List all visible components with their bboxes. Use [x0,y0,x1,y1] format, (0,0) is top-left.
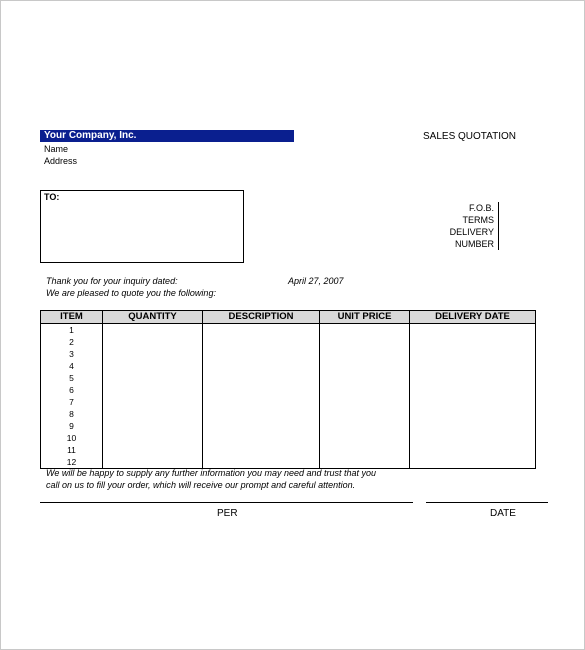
closing-text-line-1: We will be happy to supply any further information you may need and trust that you [46,468,377,478]
description-cell[interactable] [203,432,320,444]
per-label: PER [217,508,238,519]
date-signature-line[interactable] [426,502,548,503]
table-row [41,432,536,444]
delivery-date-cell[interactable] [410,360,536,372]
unit-price-cell[interactable] [320,336,410,348]
table-row [41,360,536,372]
terms-labels [400,202,494,250]
delivery-date-cell[interactable] [410,408,536,420]
quantity-cell[interactable] [103,372,203,384]
item-number: 1 [41,324,103,337]
table-row [41,324,536,337]
delivery-date-cell[interactable] [410,324,536,337]
delivery-date-cell[interactable] [410,396,536,408]
delivery-date-cell[interactable] [410,336,536,348]
item-number: 2 [41,336,103,348]
description-cell[interactable] [203,324,320,337]
table-row [41,348,536,360]
unit-price-cell[interactable] [320,372,410,384]
description-cell[interactable] [203,348,320,360]
unit-price-cell[interactable] [320,408,410,420]
description-cell[interactable] [203,384,320,396]
unit-price-cell[interactable] [320,384,410,396]
table-row [41,420,536,432]
table-row [41,396,536,408]
delivery-date-cell[interactable] [410,384,536,396]
item-number: 11 [41,444,103,456]
quantity-cell[interactable] [103,336,203,348]
delivery-date-cell[interactable] [410,444,536,456]
unit-price-cell[interactable] [320,444,410,456]
to-label: TO: [44,192,60,202]
table-row [41,444,536,456]
description-cell[interactable] [203,396,320,408]
delivery-date-cell[interactable] [410,432,536,444]
company-name: Your Company, Inc. [44,130,137,141]
table-row [41,384,536,396]
table-row [41,372,536,384]
closing-text-line-2: call on us to fill your order, which will receive our prompt and careful attention. [46,480,356,490]
table-row [41,336,536,348]
quantity-cell[interactable] [103,360,203,372]
description-cell[interactable] [203,444,320,456]
quantity-cell[interactable] [103,324,203,337]
terms-label: TERMS [462,215,494,225]
item-number: 7 [41,396,103,408]
document-title: SALES QUOTATION [423,131,516,142]
header-item: ITEM [41,311,103,324]
unit-price-cell[interactable] [320,348,410,360]
items-table [40,310,536,469]
item-number: 9 [41,420,103,432]
per-signature-line[interactable] [40,502,413,503]
description-cell[interactable] [203,408,320,420]
description-cell[interactable] [203,336,320,348]
quantity-cell[interactable] [103,432,203,444]
quote-intro-text: We are pleased to quote you the following: [46,288,216,298]
header-delivery-date: DELIVERY DATE [410,311,536,324]
unit-price-cell[interactable] [320,432,410,444]
header-description: DESCRIPTION [203,311,320,324]
delivery-label: DELIVERY [449,227,494,237]
unit-price-cell[interactable] [320,420,410,432]
inquiry-text: Thank you for your inquiry dated: [46,276,178,286]
table-row [41,408,536,420]
quantity-cell[interactable] [103,444,203,456]
delivery-date-cell[interactable] [410,348,536,360]
quantity-cell[interactable] [103,420,203,432]
item-number: 6 [41,384,103,396]
unit-price-cell[interactable] [320,396,410,408]
item-number: 12 [41,456,103,469]
company-name-line: Name [44,144,69,154]
item-number: 4 [41,360,103,372]
item-number: 3 [41,348,103,360]
description-cell[interactable] [203,360,320,372]
to-address-box[interactable] [40,190,244,263]
quantity-cell[interactable] [103,408,203,420]
description-cell[interactable] [203,372,320,384]
quantity-cell[interactable] [103,396,203,408]
number-label: NUMBER [454,239,494,249]
header-quantity: QUANTITY [103,311,203,324]
items-table-header [41,311,536,324]
quantity-cell[interactable] [103,384,203,396]
company-address-line: Address [44,156,78,166]
item-number: 8 [41,408,103,420]
delivery-date-cell[interactable] [410,420,536,432]
description-cell[interactable] [203,420,320,432]
quantity-cell[interactable] [103,348,203,360]
unit-price-cell[interactable] [320,324,410,337]
delivery-date-cell[interactable] [410,456,536,469]
inquiry-date: April 27, 2007 [288,276,344,286]
date-label: DATE [490,508,516,519]
delivery-date-cell[interactable] [410,372,536,384]
terms-divider [498,202,499,250]
fob-label: F.O.B. [468,203,494,213]
header-unit-price: UNIT PRICE [320,311,410,324]
item-number: 5 [41,372,103,384]
item-number: 10 [41,432,103,444]
unit-price-cell[interactable] [320,360,410,372]
